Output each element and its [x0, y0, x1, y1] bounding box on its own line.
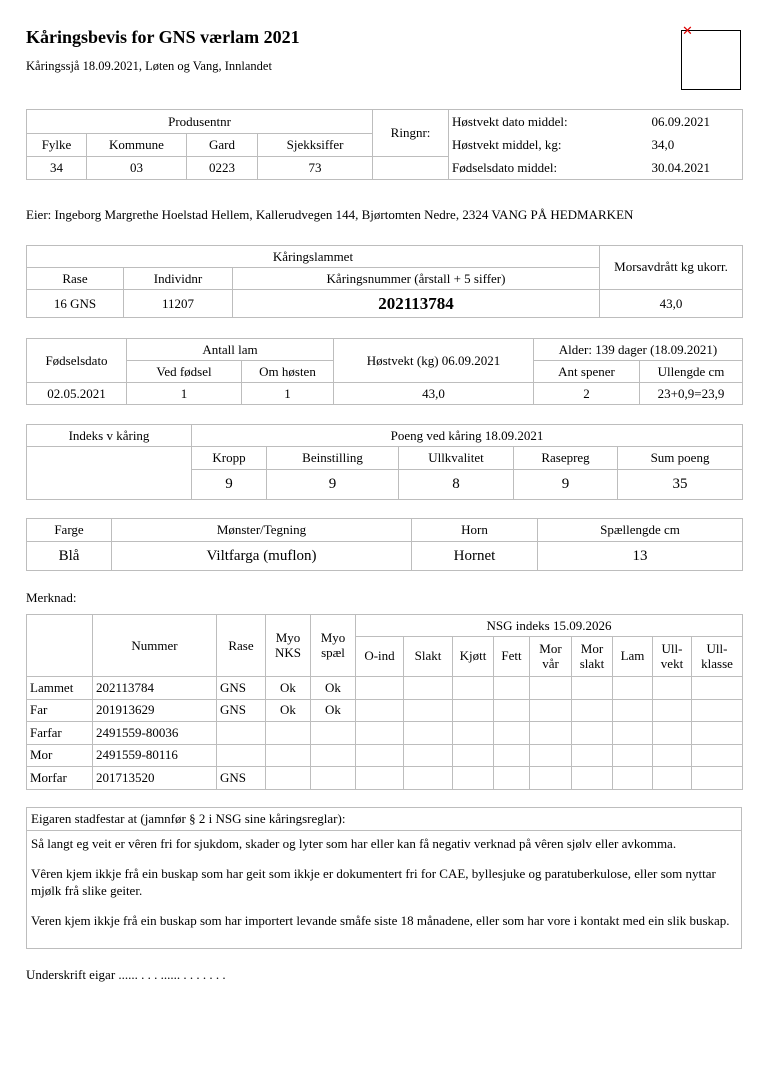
- nsg-col-label: Lam: [613, 637, 653, 677]
- monster-label: Mønster/Tegning: [112, 519, 412, 542]
- declaration-paragraph: Så langt eg veit er vêren fri for sjukdom, skader og lyter som har eller kan få negativ verknad på vêren sjølv eller avkomma.: [31, 836, 677, 851]
- pedigree-nsg-cell: [572, 699, 613, 722]
- pedigree-row: [27, 677, 743, 700]
- pedigree-nsg-cell: [572, 677, 613, 700]
- pedigree-nsg-cell: [404, 767, 453, 790]
- pedigree-nsg-cell: [453, 677, 494, 700]
- nsg-col-label: Fett: [494, 637, 530, 677]
- pedigree-nsg-cell: [404, 744, 453, 767]
- info-label: Høstvekt middel, kg:: [452, 137, 562, 152]
- pedigree-nsg-cell: [494, 699, 530, 722]
- rase-label: Rase: [217, 615, 266, 677]
- pedigree-nsg-cell: [692, 699, 743, 722]
- fodsel-label: Fødselsdato: [27, 339, 127, 383]
- pedigree-nsg-cell: [692, 744, 743, 767]
- gard-label: Gard: [187, 134, 258, 157]
- pedigree-nsg-cell: [613, 767, 653, 790]
- pedigree-nsg-cell: [572, 722, 613, 745]
- pedigree-nsg-cell: [653, 744, 692, 767]
- pedigree-nsg-cell: [404, 677, 453, 700]
- fylke-value: 34: [27, 157, 87, 180]
- ullkvalitet-label: Ullkvalitet: [399, 447, 514, 470]
- pedigree-nsg-cell: [356, 699, 404, 722]
- pedigree-nsg-cell: [494, 767, 530, 790]
- pedigree-nsg-cell: [692, 722, 743, 745]
- pedigree-rase: [217, 722, 266, 745]
- pedigree-role: Lammet: [27, 677, 93, 700]
- pedigree-nsg-cell: [404, 722, 453, 745]
- horn-value: Hornet: [412, 542, 538, 571]
- pedigree-role: Morfar: [27, 767, 93, 790]
- document-title: Kåringsbevis for GNS værlam 2021: [26, 27, 300, 47]
- nsg-col-label: Ull-klasse: [692, 637, 743, 677]
- photo-box: [681, 24, 741, 90]
- kropp-value: 9: [192, 470, 267, 500]
- fylke-label: Fylke: [27, 134, 87, 157]
- appearance-table: [26, 518, 743, 571]
- hostvekt-label: Høstvekt (kg) 06.09.2021: [334, 339, 534, 383]
- pedigree-nsg-cell: [530, 699, 572, 722]
- pedigree-nsg-cell: [453, 767, 494, 790]
- beinstilling-label: Beinstilling: [267, 447, 399, 470]
- pedigree-nsg-cell: [613, 722, 653, 745]
- antall-label: Antall lam: [127, 339, 334, 361]
- mors-value: 43,0: [600, 290, 743, 318]
- lamb-group-label: Kåringslammet: [27, 246, 600, 268]
- pedigree-nsg-cell: [653, 699, 692, 722]
- poeng-label: Poeng ved kåring 18.09.2021: [192, 425, 743, 447]
- pedigree-nummer: 2491559-80036: [93, 722, 217, 745]
- pedigree-nummer: 201713520: [93, 767, 217, 790]
- spener-label: Ant spener: [534, 361, 640, 383]
- info-label: Fødselsdato middel:: [449, 157, 649, 180]
- pedigree-row: [27, 722, 743, 745]
- sum-poeng-value: 35: [618, 470, 743, 500]
- ved-fodsel-value: 1: [127, 383, 242, 405]
- pedigree-nsg-cell: [356, 722, 404, 745]
- pedigree-nummer: 202113784: [93, 677, 217, 700]
- farge-label: Farge: [27, 519, 112, 542]
- rase-value: 16 GNS: [27, 290, 124, 318]
- pedigree-nsg-cell: [653, 722, 692, 745]
- producer-group-label: Produsentnr: [27, 110, 373, 134]
- info-value: 34,0: [649, 134, 743, 157]
- declaration-box: [26, 807, 742, 949]
- nsg-col-label: Slakt: [404, 637, 453, 677]
- mors-label: Morsavdrått kg ukorr.: [600, 246, 743, 290]
- pedigree-myo-spael: [311, 767, 356, 790]
- pedigree-nsg-cell: [530, 722, 572, 745]
- individ-value: 11207: [124, 290, 233, 318]
- pedigree-myo-spael: [311, 722, 356, 745]
- signature-line: Underskrift eigar ...... . . . ...... . . . . . . .: [26, 967, 226, 982]
- sjekksiffer-label: Sjekksiffer: [258, 134, 373, 157]
- ring-label: Ringnr:: [373, 110, 449, 157]
- pedigree-nsg-cell: [356, 677, 404, 700]
- pedigree-myo-nks: Ok: [266, 699, 311, 722]
- monster-value: Viltfarga (muflon): [112, 542, 412, 571]
- pedigree-nsg-cell: [530, 677, 572, 700]
- pedigree-nsg-cell: [572, 767, 613, 790]
- sum-poeng-label: Sum poeng: [618, 447, 743, 470]
- ved-fodsel-label: Ved fødsel: [127, 361, 242, 383]
- nsg-col-label: Ull-vekt: [653, 637, 692, 677]
- document-subtitle: Kåringssjå 18.09.2021, Løten og Vang, Innlandet: [26, 59, 272, 73]
- alder-label: Alder: 139 dager (18.09.2021): [534, 339, 743, 361]
- pedigree-nsg-cell: [494, 744, 530, 767]
- hostvekt-value: 43,0: [334, 383, 534, 405]
- kommune-value: 03: [87, 157, 187, 180]
- farge-value: Blå: [27, 542, 112, 571]
- pedigree-nummer: 2491559-80116: [93, 744, 217, 767]
- declaration-paragraph: Veren kjem ikkje frå ein buskap som har importert levande småfe siste 18 månadene, eller som har vore i kontakt med ein slik buskap.: [31, 913, 730, 929]
- nsg-indeks-label: NSG indeks 15.09.2026: [356, 615, 743, 637]
- pedigree-myo-nks: [266, 722, 311, 745]
- producer-table: [26, 109, 743, 180]
- pedigree-row: [27, 744, 743, 767]
- pedigree-nsg-cell: [653, 677, 692, 700]
- pedigree-nummer: 201913629: [93, 699, 217, 722]
- ring-value: [373, 157, 449, 180]
- nsg-col-label: O-ind: [356, 637, 404, 677]
- pedigree-nsg-cell: [356, 767, 404, 790]
- info-value: 06.09.2021: [649, 110, 743, 134]
- indeks-value: [27, 447, 192, 500]
- pedigree-nsg-cell: [613, 699, 653, 722]
- nummer-label: Nummer: [93, 615, 217, 677]
- declaration-paragraph: Vêren kjem ikkje frå ein buskap som har geit som ikkje er dokumentert fri for CAE, byllesjuke og paratuberkulose, eller som nyttar mjølk frå slike geiter.: [31, 866, 716, 899]
- fodsel-value: 02.05.2021: [27, 383, 127, 405]
- spaellengde-value: 13: [538, 542, 743, 571]
- kropp-label: Kropp: [192, 447, 267, 470]
- pedigree-nsg-cell: [530, 744, 572, 767]
- pedigree-nsg-cell: [453, 744, 494, 767]
- pedigree-nsg-cell: [404, 699, 453, 722]
- horn-label: Horn: [412, 519, 538, 542]
- pedigree-rase: GNS: [217, 677, 266, 700]
- photo-marker-icon: ✕: [682, 24, 693, 39]
- info-label: Høstvekt dato middel:: [449, 110, 649, 134]
- karingsnummer-label: Kåringsnummer (årstall + 5 siffer): [233, 268, 600, 290]
- nsg-col-label: Kjøtt: [453, 637, 494, 677]
- pedigree-rase: GNS: [217, 767, 266, 790]
- om-hosten-value: 1: [242, 383, 334, 405]
- pedigree-role: Farfar: [27, 722, 93, 745]
- kommune-label: Kommune: [87, 134, 187, 157]
- owner-line: Eier: Ingeborg Margrethe Hoelstad Hellem, Kallerudvegen 144, Bjørtomten Nedre, 2324 VANG PÅ HEDMARKEN: [26, 207, 634, 222]
- ullkvalitet-value: 8: [399, 470, 514, 500]
- birth-table: [26, 338, 743, 405]
- pedigree-nsg-cell: [453, 722, 494, 745]
- pedigree-rase: GNS: [217, 699, 266, 722]
- karingsnummer-value: 202113784: [233, 290, 600, 318]
- pedigree-myo-nks: [266, 767, 311, 790]
- gard-value: 0223: [187, 157, 258, 180]
- info-value: 30.04.2021: [649, 157, 743, 180]
- pedigree-nsg-cell: [453, 699, 494, 722]
- pedigree-nsg-cell: [692, 677, 743, 700]
- nsg-col-label: Mor slakt: [572, 637, 613, 677]
- pedigree-myo-nks: Ok: [266, 677, 311, 700]
- om-hosten-label: Om høsten: [242, 361, 334, 383]
- merknad-label: Merknad:: [26, 590, 77, 605]
- nsg-col-label: Mor vår: [530, 637, 572, 677]
- rase-label: Rase: [27, 268, 124, 290]
- ullengde-label: Ullengde cm: [640, 361, 743, 383]
- pedigree-myo-spael: Ok: [311, 699, 356, 722]
- pedigree-myo-nks: [266, 744, 311, 767]
- pedigree-nsg-cell: [530, 767, 572, 790]
- pedigree-role: Far: [27, 699, 93, 722]
- pedigree-table: [26, 614, 743, 790]
- role-header: [27, 615, 93, 677]
- pedigree-myo-spael: Ok: [311, 677, 356, 700]
- pedigree-nsg-cell: [572, 744, 613, 767]
- myo-nks-label: Myo NKS: [266, 615, 311, 677]
- sjekksiffer-value: 73: [258, 157, 373, 180]
- myo-spael-label: Myo spæl: [311, 615, 356, 677]
- pedigree-nsg-cell: [494, 677, 530, 700]
- indeks-label: Indeks v kåring: [27, 425, 192, 447]
- scores-table: [26, 424, 743, 500]
- pedigree-nsg-cell: [356, 744, 404, 767]
- ullengde-value: 23+0,9=23,9: [640, 383, 743, 405]
- spener-value: 2: [534, 383, 640, 405]
- pedigree-nsg-cell: [613, 677, 653, 700]
- pedigree-row: [27, 767, 743, 790]
- spaellengde-label: Spællengde cm: [538, 519, 743, 542]
- pedigree-myo-spael: [311, 744, 356, 767]
- pedigree-nsg-cell: [692, 767, 743, 790]
- pedigree-nsg-cell: [494, 722, 530, 745]
- pedigree-row: [27, 699, 743, 722]
- declaration-heading: Eigaren stadfestar at (jamnfør § 2 i NSG sine kåringsreglar):: [27, 808, 741, 831]
- pedigree-nsg-cell: [653, 767, 692, 790]
- rasepreg-value: 9: [514, 470, 618, 500]
- lamb-table: [26, 245, 743, 318]
- pedigree-rase: [217, 744, 266, 767]
- rasepreg-label: Rasepreg: [514, 447, 618, 470]
- individ-label: Individnr: [124, 268, 233, 290]
- beinstilling-value: 9: [267, 470, 399, 500]
- pedigree-role: Mor: [27, 744, 93, 767]
- pedigree-nsg-cell: [613, 744, 653, 767]
